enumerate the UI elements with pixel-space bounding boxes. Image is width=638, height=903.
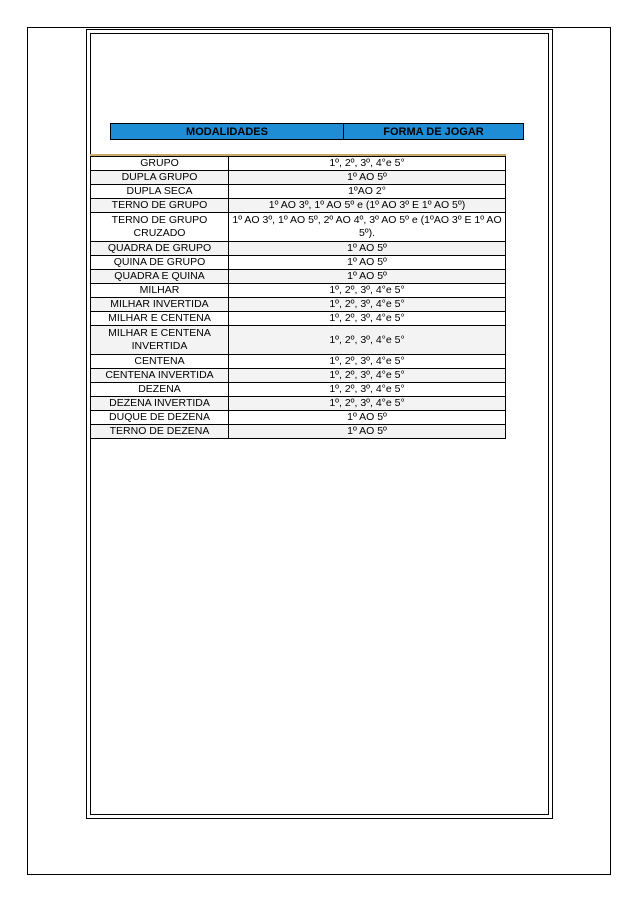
- table-row: [91, 284, 506, 298]
- forma-cell: 1º, 2º, 3º, 4°e 5°: [229, 157, 506, 171]
- forma-cell: 1º, 2º, 3º, 4°e 5°: [229, 369, 506, 383]
- table-row: [91, 383, 506, 397]
- forma-cell: 1º, 2º, 3º, 4°e 5°: [229, 397, 506, 411]
- table-row: [91, 171, 506, 185]
- forma-cell: 1º, 2º, 3º, 4°e 5°: [229, 383, 506, 397]
- modalidade-cell: CENTENA INVERTIDA: [91, 369, 229, 383]
- forma-cell: 1º AO 3º, 1º AO 5º, 2º AO 4º, 3º AO 5º e (1ºAO 3º E 1º AO 5º).: [229, 213, 506, 242]
- modalidade-cell: TERNO DE GRUPO: [91, 199, 229, 213]
- header-forma-de-jogar: FORMA DE JOGAR: [383, 125, 484, 138]
- modalidade-cell: DEZENA INVERTIDA: [91, 397, 229, 411]
- modalidade-cell: DUPLA GRUPO: [91, 171, 229, 185]
- modalidade-cell: QUADRA E QUINA: [91, 270, 229, 284]
- header-modalidades: MODALIDADES: [111, 124, 344, 139]
- forma-cell: 1º AO 5º: [229, 411, 506, 425]
- table-row: [91, 199, 506, 213]
- modalidade-cell: GRUPO: [91, 157, 229, 171]
- forma-cell: 1º AO 3º, 1º AO 5º e (1º AO 3º E 1º AO 5º): [229, 199, 506, 213]
- table-row: [91, 270, 506, 284]
- forma-cell: 1º AO 5º: [229, 256, 506, 270]
- table-row: [91, 397, 506, 411]
- table-row: [91, 326, 506, 355]
- table-header: [110, 123, 524, 140]
- forma-cell: 1º, 2º, 3º, 4°e 5°: [229, 312, 506, 326]
- modalidade-cell: DUPLA SECA: [91, 185, 229, 199]
- modalidade-cell: QUINA DE GRUPO: [91, 256, 229, 270]
- table-row: [91, 355, 506, 369]
- table-row: [91, 425, 506, 439]
- forma-cell: 1ºAO 2°: [229, 185, 506, 199]
- table-row: [91, 312, 506, 326]
- table-row: [91, 256, 506, 270]
- modalidade-cell: CENTENA: [91, 355, 229, 369]
- modalidade-cell: TERNO DE DEZENA: [91, 425, 229, 439]
- modalidade-cell: DUQUE DE DEZENA: [91, 411, 229, 425]
- table-row: [91, 298, 506, 312]
- forma-cell: 1º AO 5º: [229, 425, 506, 439]
- table-row: [91, 185, 506, 199]
- table-row: [91, 411, 506, 425]
- forma-cell: 1º AO 5º: [229, 242, 506, 256]
- table-row: [91, 157, 506, 171]
- table-row: [91, 213, 506, 242]
- forma-cell: 1º, 2º, 3º, 4°e 5°: [229, 355, 506, 369]
- modalidade-cell: MILHAR E CENTENA: [91, 312, 229, 326]
- table-row: [91, 242, 506, 256]
- forma-cell: 1º, 2º, 3º, 4°e 5°: [229, 284, 506, 298]
- modalidades-table: [90, 156, 506, 439]
- forma-cell: 1º AO 5º: [229, 270, 506, 284]
- modalidade-cell: TERNO DE GRUPO CRUZADO: [91, 213, 229, 242]
- forma-cell: 1º AO 5º: [229, 171, 506, 185]
- forma-cell: 1º, 2º, 3º, 4°e 5°: [229, 326, 506, 355]
- forma-cell: 1º, 2º, 3º, 4°e 5°: [229, 298, 506, 312]
- modalidade-cell: MILHAR INVERTIDA: [91, 298, 229, 312]
- modalidade-cell: QUADRA DE GRUPO: [91, 242, 229, 256]
- modalidade-cell: DEZENA: [91, 383, 229, 397]
- modalidade-cell: MILHAR: [91, 284, 229, 298]
- table-row: [91, 369, 506, 383]
- modalidade-cell: MILHAR E CENTENA INVERTIDA: [91, 326, 229, 355]
